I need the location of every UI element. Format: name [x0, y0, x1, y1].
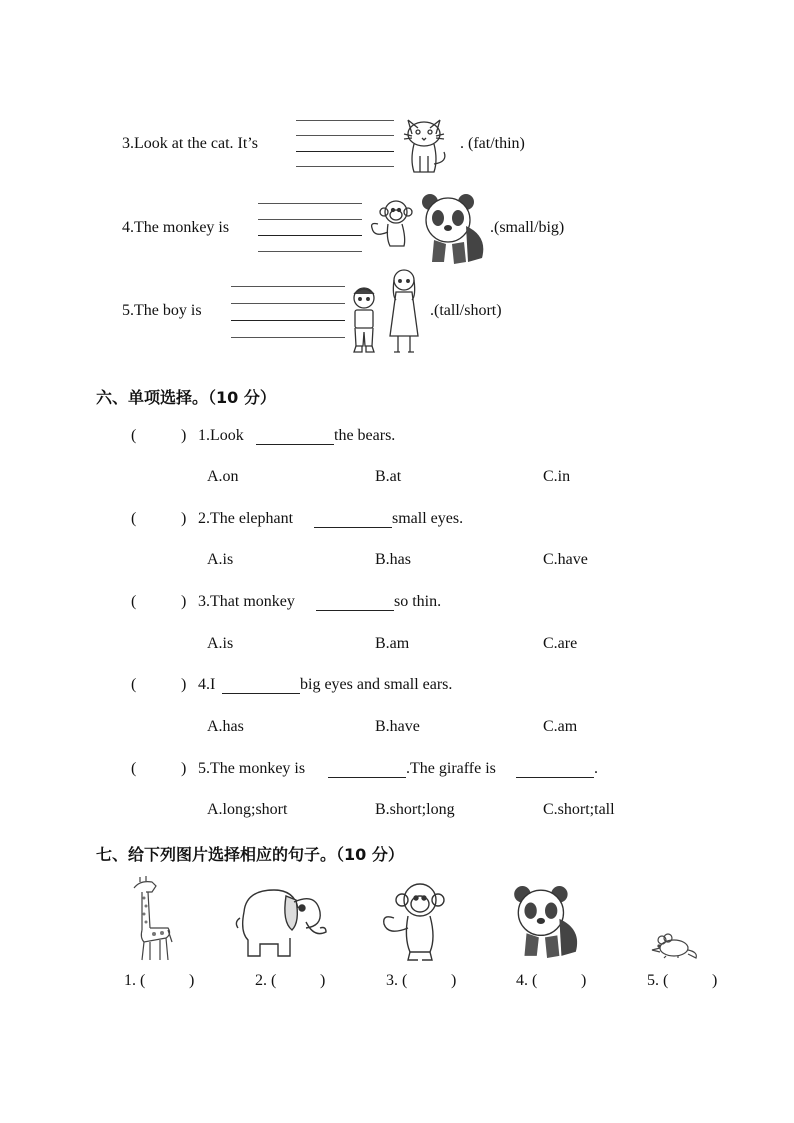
pic4-answer-open[interactable]: 4. (: [516, 972, 538, 989]
monkey-icon: [368, 198, 418, 250]
q1-blank[interactable]: [256, 444, 334, 445]
pic5-answer-close: ): [712, 972, 718, 989]
q3-text-b: so thin.: [394, 593, 442, 610]
girl-icon: [384, 266, 424, 360]
pic4-answer-close: ): [581, 972, 587, 989]
giraffe-icon: [128, 876, 174, 962]
q5-answer-open[interactable]: (: [131, 760, 137, 777]
q5-text-c: .: [594, 760, 598, 777]
q3-option-a: A.is: [207, 635, 234, 652]
q5-answer-lines[interactable]: [231, 286, 347, 340]
panda-icon: [416, 192, 488, 266]
boy-icon: [346, 284, 382, 358]
q2-option-b: B.has: [375, 551, 411, 568]
q4-text: 4.The monkey is: [122, 219, 230, 236]
q4-hint: .(small/big): [490, 219, 565, 236]
q2-text-b: small eyes.: [392, 510, 464, 527]
q1-text-a: 1.Look: [198, 427, 244, 444]
cat-icon: [400, 112, 454, 178]
q5-blank-2[interactable]: [516, 777, 594, 778]
q5-text-b: .The giraffe is: [406, 760, 496, 777]
q3-answer-close[interactable]: ): [181, 593, 187, 610]
q4-text-a: 4.I: [198, 676, 216, 693]
pic2-answer-open[interactable]: 2. (: [255, 972, 277, 989]
q2-answer-open[interactable]: (: [131, 510, 137, 527]
q3-hint: . (fat/thin): [460, 135, 525, 152]
q3-option-c: C.are: [543, 635, 578, 652]
q3-text-a: 3.That monkey: [198, 593, 295, 610]
monkey-icon: [380, 880, 450, 962]
pic3-answer-close: ): [451, 972, 457, 989]
q5-option-c: C.short;tall: [543, 801, 615, 818]
q3-option-b: B.am: [375, 635, 410, 652]
pic2-answer-close: ): [320, 972, 326, 989]
q5-text: 5.The boy is: [122, 302, 202, 319]
q4-option-c: C.am: [543, 718, 578, 735]
section6-title: 六、单项选择。（10 分）: [96, 388, 276, 407]
q5-option-b: B.short;long: [375, 801, 455, 818]
q1-option-c: C.in: [543, 468, 571, 485]
q1-answer-close[interactable]: ): [181, 427, 187, 444]
q4-option-b: B.have: [375, 718, 420, 735]
q1-text-b: the bears.: [334, 427, 396, 444]
q2-option-c: C.have: [543, 551, 588, 568]
q4-answer-open[interactable]: (: [131, 676, 137, 693]
q3-answer-lines[interactable]: [296, 120, 396, 170]
q4-option-a: A.has: [207, 718, 244, 735]
q3-text: 3.Look at the cat. It’s: [122, 135, 258, 152]
pic1-answer-open[interactable]: 1. (: [124, 972, 146, 989]
q2-blank[interactable]: [314, 527, 392, 528]
q3-answer-open[interactable]: (: [131, 593, 137, 610]
q4-answer-close[interactable]: ): [181, 676, 187, 693]
q5-option-a: A.long;short: [207, 801, 288, 818]
q1-option-a: A.on: [207, 468, 239, 485]
elephant-icon: [234, 882, 330, 962]
q1-option-b: B.at: [375, 468, 402, 485]
pic1-answer-close: ): [189, 972, 195, 989]
q4-answer-lines[interactable]: [258, 203, 364, 255]
section7-title: 七、给下列图片选择相应的句子。（10 分）: [96, 845, 404, 864]
q2-text-a: 2.The elephant: [198, 510, 294, 527]
q5-hint: .(tall/short): [430, 302, 502, 319]
q5-text-a: 5.The monkey is: [198, 760, 306, 777]
q3-blank[interactable]: [316, 610, 394, 611]
q2-option-a: A.is: [207, 551, 234, 568]
mouse-icon: [648, 932, 700, 960]
q2-answer-close[interactable]: ): [181, 510, 187, 527]
q4-text-b: big eyes and small ears.: [300, 676, 453, 693]
panda-icon: [508, 884, 582, 960]
pic3-answer-open[interactable]: 3. (: [386, 972, 408, 989]
pic5-answer-open[interactable]: 5. (: [647, 972, 669, 989]
q5-answer-close[interactable]: ): [181, 760, 187, 777]
q4-blank[interactable]: [222, 693, 300, 694]
q1-answer-open[interactable]: (: [131, 427, 137, 444]
q5-blank-1[interactable]: [328, 777, 406, 778]
